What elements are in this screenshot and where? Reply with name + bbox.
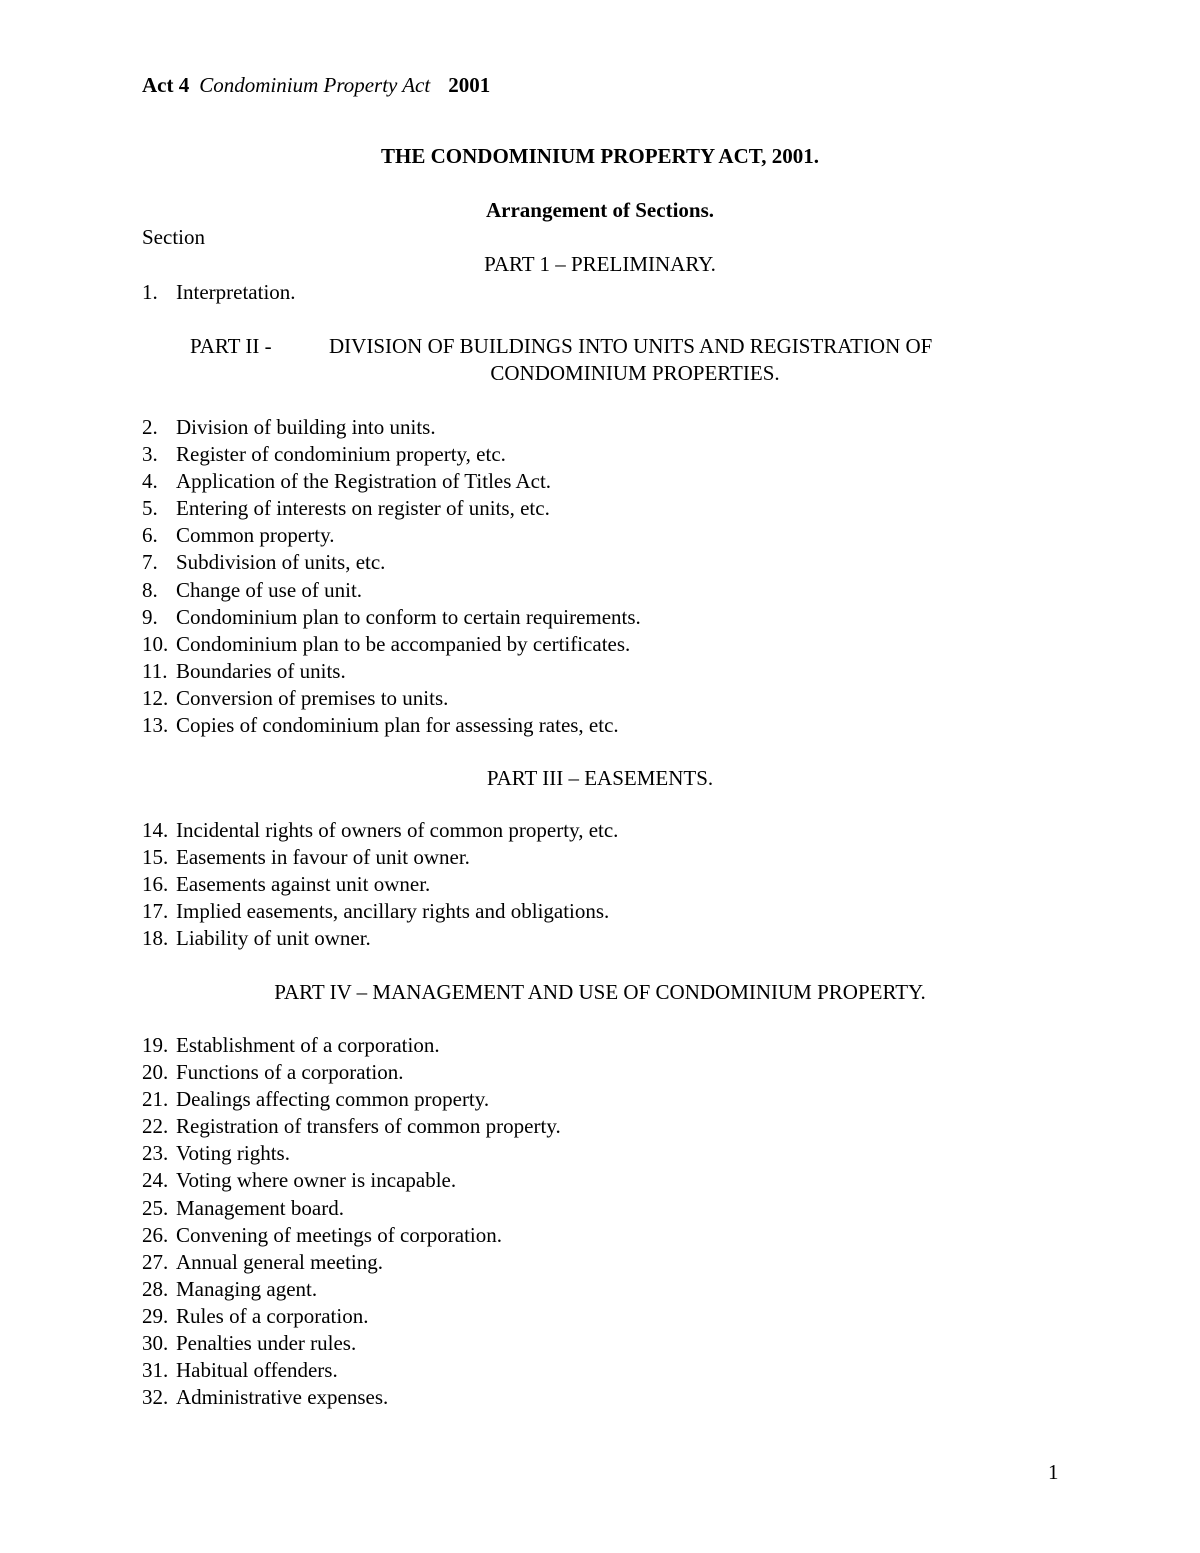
list-item: 16. Easements against unit owner. (142, 872, 431, 897)
list-item: 17. Implied easements, ancillary rights and obligations. (142, 899, 610, 924)
list-item: 5. Entering of interests on register of units, etc. (142, 496, 550, 521)
part-4-heading: PART IV – MANAGEMENT AND USE OF CONDOMINIUM PROPERTY. (274, 980, 926, 1004)
list-item: 24. Voting where owner is incapable. (142, 1168, 457, 1193)
list-item: 2. Division of building into units. (142, 415, 436, 439)
section-column-label: Section (142, 225, 205, 249)
list-item: 18. Liability of unit owner. (142, 926, 371, 951)
list-item: 28. Managing agent. (142, 1276, 318, 1301)
list-item: 1. Interpretation. (142, 280, 296, 304)
list-item: 30. Penalties under rules. (142, 1331, 357, 1356)
part-3-list (142, 817, 618, 952)
list-item: 31. Habitual offenders. (142, 1358, 338, 1383)
list-item: 12. Conversion of premises to units. (142, 685, 449, 710)
list-item: 11. Boundaries of units. (142, 658, 346, 683)
part-1-list (142, 279, 296, 306)
list-item: 27. Annual general meeting. (142, 1249, 384, 1274)
part-2-title-line1: DIVISION OF BUILDINGS INTO UNITS AND REGISTRATION OF (329, 334, 933, 358)
act-number: Act 4 (142, 73, 190, 97)
running-header (142, 73, 490, 98)
list-item: 22. Registration of transfers of common property. (142, 1114, 561, 1139)
act-name: Condominium Property Act (199, 73, 431, 97)
list-item: 6. Common property. (142, 523, 335, 548)
part-4-list (142, 1032, 561, 1411)
list-item: 26. Convening of meetings of corporation. (142, 1222, 503, 1247)
list-item: 9. Condominium plan to conform to certain requirements. (142, 604, 641, 629)
list-item: 23. Voting rights. (142, 1141, 290, 1166)
list-item: 21. Dealings affecting common property. (142, 1087, 490, 1112)
list-item: 20. Functions of a corporation. (142, 1060, 404, 1085)
list-item: 7. Subdivision of units, etc. (142, 550, 386, 575)
list-item: 8. Change of use of unit. (142, 577, 363, 602)
page-number: 1 (1048, 1460, 1059, 1484)
part-1-heading: PART 1 – PRELIMINARY. (484, 252, 716, 276)
part-2-heading (190, 333, 1020, 387)
list-item: 13. Copies of condominium plan for assessing rates, etc. (142, 713, 619, 738)
list-item: 32. Administrative expenses. (142, 1385, 389, 1410)
list-item: 29. Rules of a corporation. (142, 1303, 369, 1328)
part-2-number: PART II - (190, 334, 272, 358)
part-2-title-line2: CONDOMINIUM PROPERTIES. (490, 361, 780, 385)
document-subtitle: Arrangement of Sections. (485, 198, 715, 222)
list-item: 25. Management board. (142, 1195, 344, 1220)
act-year: 2001 (448, 73, 491, 97)
list-item: 15. Easements in favour of unit owner. (142, 845, 470, 870)
document-title: THE CONDOMINIUM PROPERTY ACT, 2001. (381, 144, 819, 168)
list-item: 10. Condominium plan to be accompanied by certificates. (142, 631, 631, 656)
list-item: 14. Incidental rights of owners of common property, etc. (142, 818, 619, 842)
part-2-list (142, 414, 641, 739)
list-item: 4. Application of the Registration of Titles Act. (142, 469, 552, 494)
part-3-heading: PART III – EASEMENTS. (486, 766, 714, 790)
list-item: 19. Establishment of a corporation. (142, 1033, 440, 1057)
list-item: 3. Register of condominium property, etc. (142, 442, 506, 467)
